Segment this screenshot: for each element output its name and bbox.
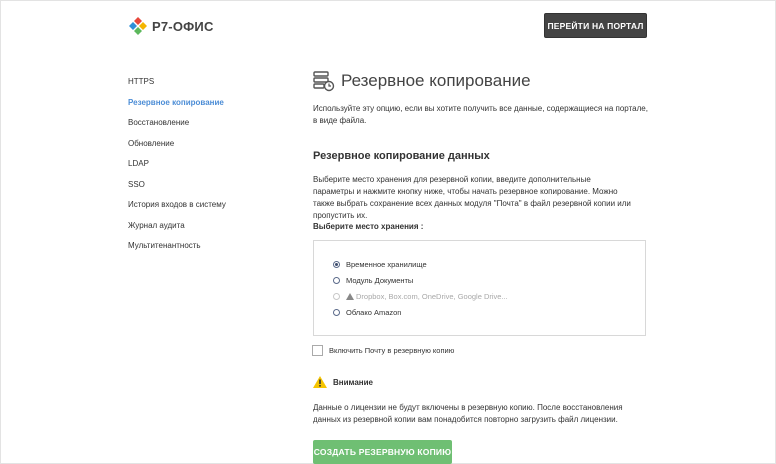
sidebar-item-restore[interactable]: Восстановление: [128, 118, 190, 127]
create-backup-button[interactable]: СОЗДАТЬ РЕЗЕРВНУЮ КОПИЮ: [313, 440, 452, 464]
include-mail-label: Включить Почту в резервную копию: [329, 346, 455, 355]
include-mail-checkbox[interactable]: [312, 345, 323, 356]
sidebar-item-multitenancy[interactable]: Мультитенантность: [128, 241, 201, 250]
section-description: Выберите место хранения для резервной копии, введите дополнительные параметры и нажмите кнопку ниже, чтобы начать резервное копирование. Можно также выбрать сохранение всех данных модуля "Почта" в файл резервной копии или пропустить их.: [313, 175, 631, 220]
sidebar-item-ldap[interactable]: LDAP: [128, 159, 149, 168]
radio-disabled: [333, 293, 340, 300]
sidebar-item-backup[interactable]: Резервное копирование: [128, 97, 224, 107]
sidebar-nav: [128, 76, 226, 261]
logo-text: Р7-ОФИС: [152, 18, 214, 34]
storage-option-label: Временное хранилище: [346, 260, 427, 269]
storage-option-label: Dropbox, Box.com, OneDrive, Google Drive...: [356, 292, 508, 301]
storage-option-documents[interactable]: [333, 276, 413, 285]
warning-text: Данные о лицензии не будут включены в резервную копию. После восстановления данных из резервной копии вам понадобится повторно загрузить файл лицензии.: [313, 403, 623, 424]
sidebar-item-https[interactable]: HTTPS: [128, 77, 155, 86]
sidebar-item-sso[interactable]: SSO: [128, 179, 145, 189]
radio-selected[interactable]: [333, 261, 340, 268]
warning-header: [313, 376, 373, 388]
storage-options-panel: [313, 240, 646, 336]
logo[interactable]: [128, 17, 214, 35]
storage-label: Выберите место хранения :: [313, 222, 424, 231]
storage-option-label: Модуль Документы: [346, 276, 414, 285]
backup-database-icon: [313, 70, 335, 92]
page-header: [313, 70, 531, 92]
storage-option-label: Облако Amazon: [346, 308, 402, 317]
sidebar-item-audit-log[interactable]: Журнал аудита: [128, 220, 185, 230]
radio-unselected[interactable]: [333, 277, 340, 284]
warning-small-icon: [346, 293, 354, 300]
storage-option-thirdparty: [333, 292, 508, 301]
page-title: Резервное копирование: [341, 71, 531, 90]
warning-title: Внимание: [333, 377, 373, 387]
storage-option-temp[interactable]: [333, 260, 427, 269]
logo-icon: [128, 17, 148, 35]
include-mail-option[interactable]: [312, 345, 454, 356]
intro-text: Используйте эту опцию, если вы хотите получить все данные, содержащиеся на портале, в виде файла.: [313, 104, 648, 125]
go-to-portal-button[interactable]: ПЕРЕЙТИ НА ПОРТАЛ: [544, 13, 647, 38]
sidebar-item-login-history[interactable]: История входов в систему: [128, 200, 226, 209]
radio-unselected[interactable]: [333, 309, 340, 316]
storage-option-amazon[interactable]: [333, 308, 401, 317]
section-title: Резервное копирование данных: [313, 150, 490, 162]
sidebar-item-update[interactable]: Обновление: [128, 138, 175, 148]
warning-icon: [313, 376, 327, 388]
